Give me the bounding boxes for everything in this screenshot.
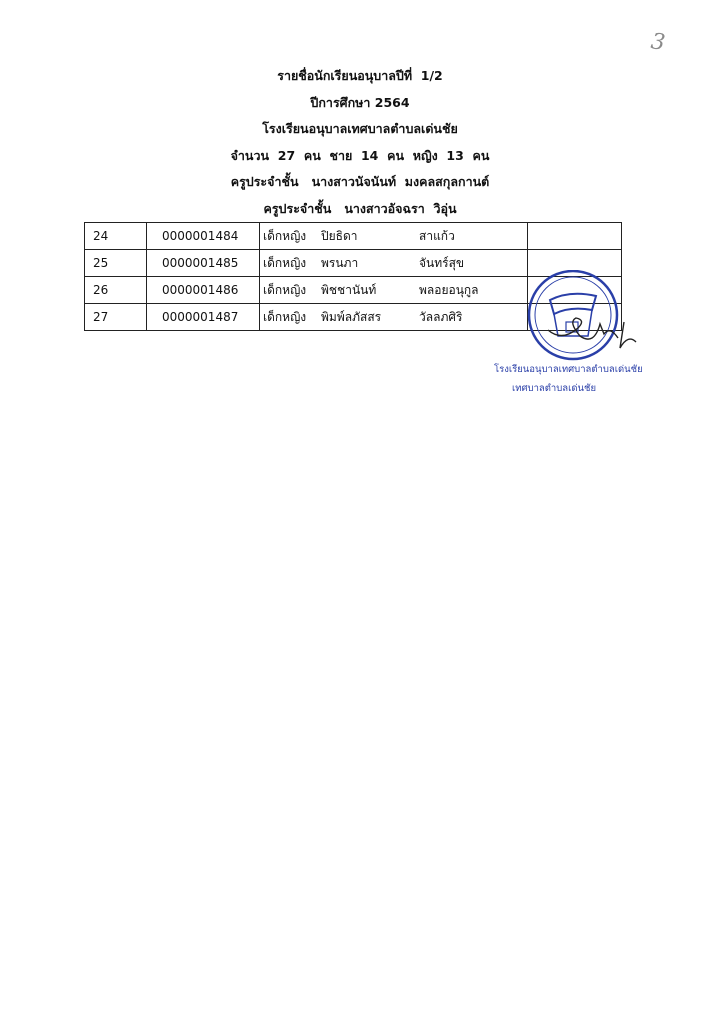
student-first-name: พิชชานันท์ — [321, 282, 377, 297]
student-id: 0000001487 — [147, 304, 260, 331]
note-cell — [528, 223, 622, 250]
student-title: เด็กหญิง — [263, 309, 307, 324]
student-title: เด็กหญิง — [263, 282, 307, 297]
student-last-name: สาแก้ว — [419, 228, 455, 243]
student-number: 25 — [85, 250, 147, 277]
student-id: 0000001485 — [147, 250, 260, 277]
student-id: 0000001484 — [147, 223, 260, 250]
document-header — [0, 63, 720, 222]
student-title: เด็กหญิง — [263, 255, 307, 270]
seal-text-municipality: เทศบาลตำบลเด่นชัย — [512, 383, 597, 394]
student-last-name: จันทร์สุข — [419, 255, 465, 270]
academic-year: ปีการศึกษา 2564 — [310, 94, 410, 110]
seal-text-school: โรงเรียนอนุบาลเทศบาลตำบลเด่นชัย — [494, 364, 643, 375]
signature-icon — [548, 318, 636, 348]
list-title: รายชื่อนักเรียนอนุบาลปีที่ 1/2 — [277, 68, 443, 83]
student-id: 0000001486 — [147, 277, 260, 304]
homeroom-teacher-2: ครูประจำชั้น นางสาวอัจฉรา วิอุ่น — [263, 200, 457, 216]
seal-emblem-icon — [529, 271, 617, 359]
student-counts: จำนวน 27 คน ชาย 14 คน หญิง 13 คน — [230, 147, 490, 163]
student-title: เด็กหญิง — [263, 228, 307, 243]
student-last-name: พลอยอนุกูล — [419, 282, 479, 297]
table-row — [85, 223, 622, 250]
student-first-name: พิมพ์ลภัสสร — [321, 309, 382, 324]
student-first-name: ปิยธิดา — [321, 228, 358, 243]
student-first-name: พรนภา — [321, 255, 359, 270]
student-number: 27 — [85, 304, 147, 331]
school-name: โรงเรียนอนุบาลเทศบาลตำบลเด่นชัย — [262, 121, 458, 136]
student-name-cell — [260, 223, 528, 250]
page-number: 3 — [649, 29, 667, 56]
student-number: 26 — [85, 277, 147, 304]
homeroom-teacher-1: ครูประจำชั้น นางสาวนัจนันท์ มงคลสกุลกานต์ — [230, 174, 490, 189]
student-last-name: วัลลภศิริ — [419, 309, 463, 324]
student-number: 24 — [85, 223, 147, 250]
